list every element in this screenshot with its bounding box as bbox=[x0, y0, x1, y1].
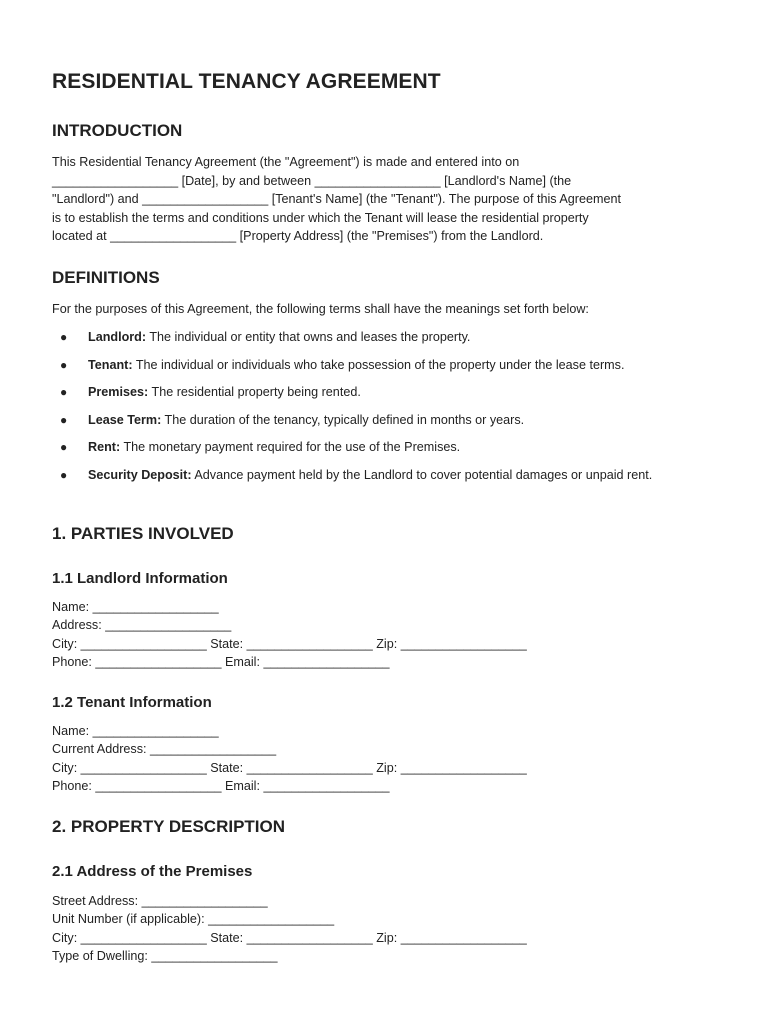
definition-text: The individual or entity that owns and leases the property. bbox=[149, 330, 471, 344]
introduction-line: "Landlord") and __________________ [Tenant's Name] (the "Tenant"). The purpose of this Agreement bbox=[52, 192, 621, 207]
definition-item bbox=[52, 356, 722, 374]
bullet-icon: ● bbox=[60, 467, 68, 482]
definition-term: Security Deposit: bbox=[88, 467, 192, 482]
definition-item bbox=[52, 438, 722, 456]
introduction-heading: INTRODUCTION bbox=[52, 121, 183, 140]
bullet-icon: ● bbox=[60, 330, 68, 344]
bullet-icon: ● bbox=[60, 385, 68, 399]
introduction-line: located at __________________ [Property Address] (the "Premises") from the Landlord. bbox=[52, 229, 544, 244]
tenant-info-fields bbox=[52, 722, 527, 796]
introduction-line: is to establish the terms and conditions under which the Tenant will lease the residential property bbox=[52, 210, 589, 225]
definition-term: Premises: bbox=[88, 385, 149, 399]
definition-text: The monetary payment required for the use of the Premises. bbox=[123, 440, 461, 454]
premises-address-heading: 2.1 Address of the Premises bbox=[52, 863, 253, 880]
definition-term: Landlord: bbox=[88, 330, 147, 344]
tenant-phone-email-line: Phone: __________________ Email: __________________ bbox=[52, 779, 390, 794]
definitions-list bbox=[52, 328, 722, 484]
bullet-icon: ● bbox=[60, 412, 68, 427]
definition-term: Rent: bbox=[88, 440, 121, 454]
definition-item bbox=[52, 466, 722, 484]
bullet-icon: ● bbox=[60, 357, 68, 372]
definitions-heading: DEFINITIONS bbox=[52, 268, 160, 287]
introduction-line: This Residential Tenancy Agreement (the "Agreement") is made and entered into on bbox=[52, 155, 520, 169]
document-title: RESIDENTIAL TENANCY AGREEMENT bbox=[52, 70, 441, 93]
landlord-city-state-zip-line: City: __________________ State: __________________ Zip: __________________ bbox=[52, 636, 527, 651]
landlord-info-fields bbox=[52, 598, 527, 672]
definition-item bbox=[52, 383, 722, 401]
bullet-icon: ● bbox=[60, 440, 68, 454]
definition-text: The duration of the tenancy, typically defined in months or years. bbox=[164, 412, 525, 427]
premises-city-state-zip-line: City: __________________ State: __________________ Zip: __________________ bbox=[52, 930, 527, 945]
definitions-intro: For the purposes of this Agreement, the following terms shall have the meanings set forth below: bbox=[52, 302, 589, 316]
street-address-line: Street Address: __________________ bbox=[52, 894, 268, 908]
introduction-paragraph bbox=[52, 153, 720, 246]
landlord-phone-email-line: Phone: __________________ Email: __________________ bbox=[52, 655, 390, 670]
unit-number-line: Unit Number (if applicable): __________________ bbox=[52, 912, 335, 927]
definition-term: Lease Term: bbox=[88, 412, 162, 427]
tenant-info-heading: 1.2 Tenant Information bbox=[52, 694, 212, 711]
definition-text: The individual or individuals who take possession of the property under the lease terms. bbox=[135, 357, 625, 372]
premises-address-fields bbox=[52, 892, 527, 966]
definition-text: Advance payment held by the Landlord to cover potential damages or unpaid rent. bbox=[194, 467, 653, 482]
tenant-name-line: Name: __________________ bbox=[52, 724, 219, 738]
definition-item bbox=[52, 328, 722, 346]
parties-heading: 1. PARTIES INVOLVED bbox=[52, 524, 234, 543]
tenant-address-line: Current Address: __________________ bbox=[52, 742, 277, 757]
definition-term: Tenant: bbox=[88, 357, 133, 372]
definition-text: The residential property being rented. bbox=[151, 385, 361, 399]
property-heading: 2. PROPERTY DESCRIPTION bbox=[52, 817, 286, 836]
definition-item bbox=[52, 411, 722, 429]
dwelling-type-line: Type of Dwelling: __________________ bbox=[52, 949, 278, 964]
landlord-name-line: Name: __________________ bbox=[52, 600, 219, 614]
introduction-line: __________________ [Date], by and between __________________ [Landlord's Name] (the bbox=[52, 173, 572, 188]
tenant-city-state-zip-line: City: __________________ State: __________________ Zip: __________________ bbox=[52, 760, 527, 775]
landlord-info-heading: 1.1 Landlord Information bbox=[52, 570, 228, 587]
landlord-address-line: Address: __________________ bbox=[52, 618, 232, 633]
